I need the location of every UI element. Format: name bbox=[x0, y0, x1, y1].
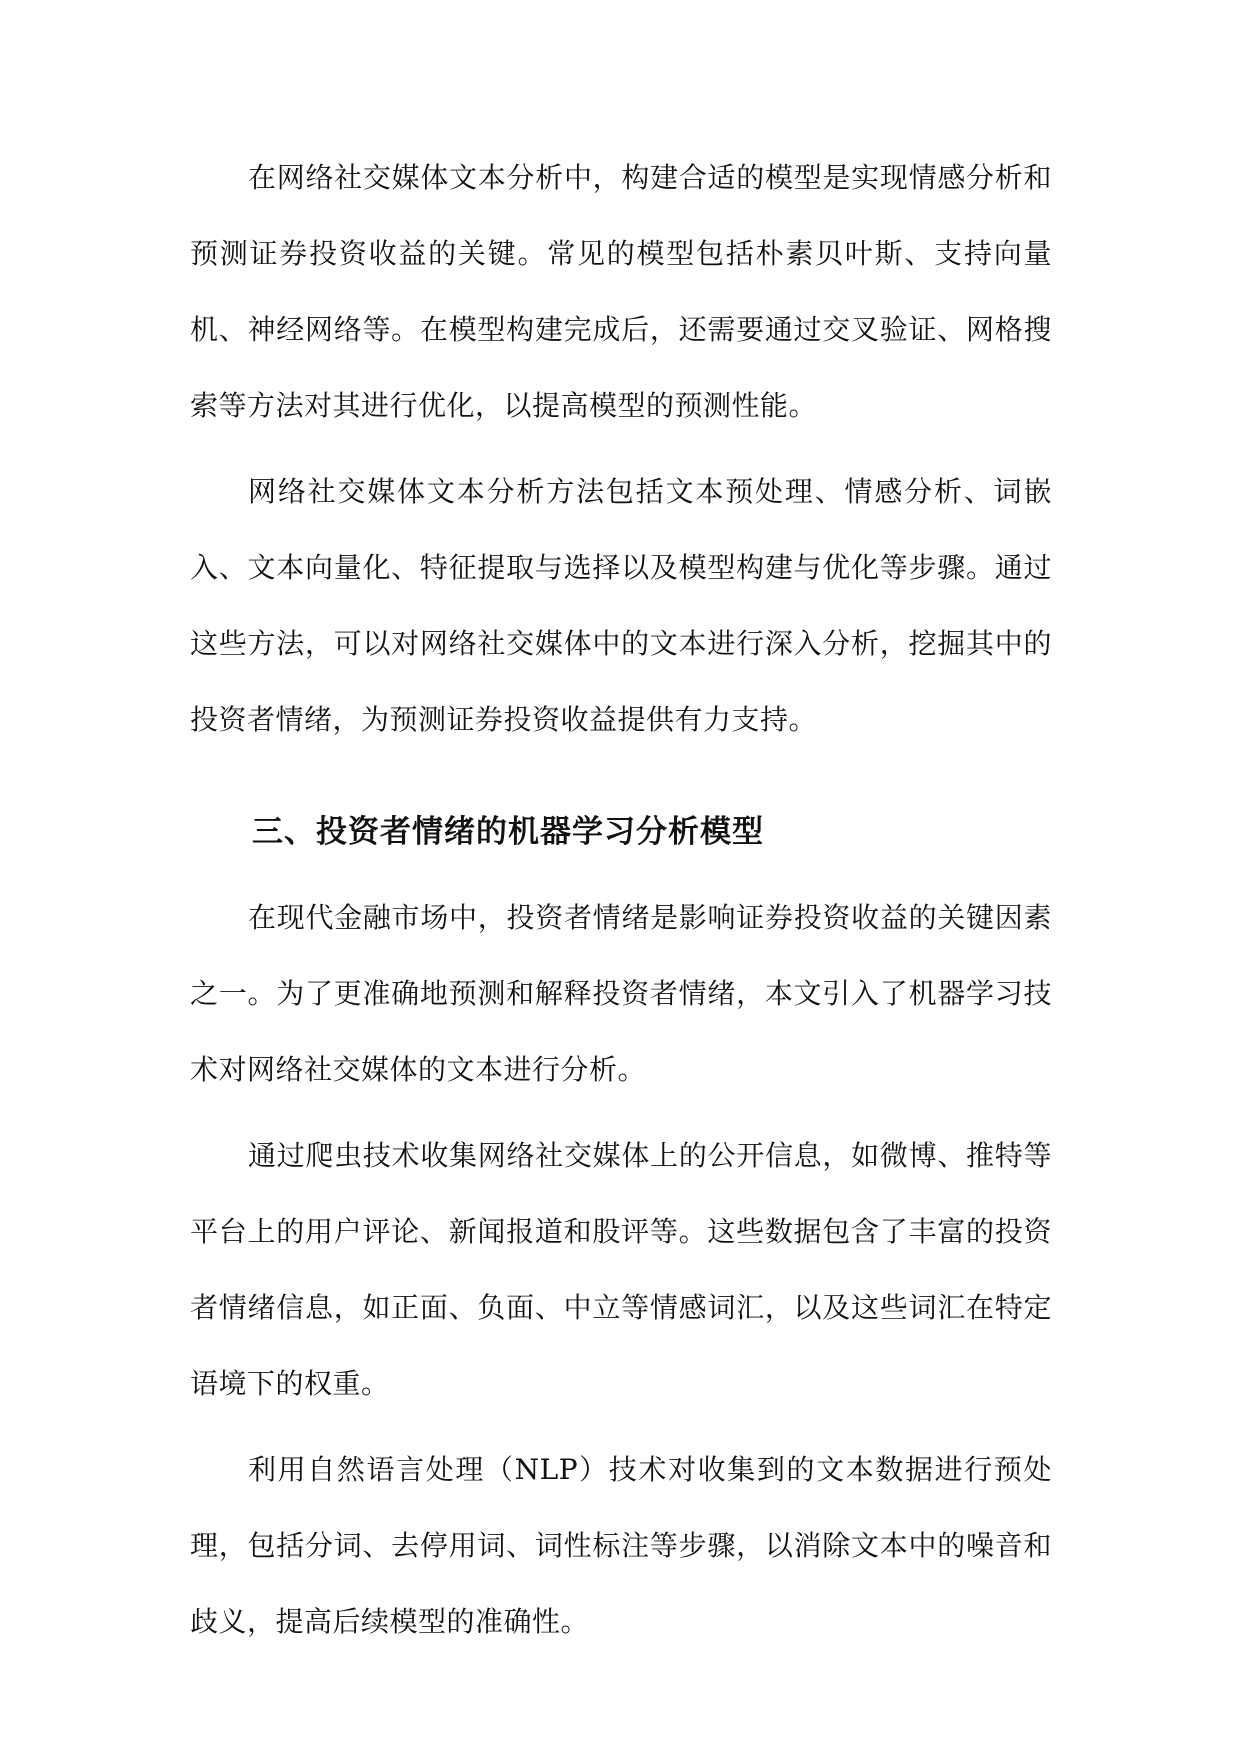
document-page bbox=[190, 140, 1052, 1670]
paragraph-data-collection: 通过爬虫技术收集网络社交媒体上的公开信息，如微博、推特等平台上的用户评论、新闻报道和股评等。这些数据包含了丰富的投资者情绪信息，如正面、负面、中立等情感词汇，以及这些词汇在特定语境下的权重。 bbox=[190, 1139, 1052, 1400]
section-heading: 三、投资者情绪的机器学习分析模型 bbox=[252, 814, 764, 850]
paragraph-model-building: 在网络社交媒体文本分析中，构建合适的模型是实现情感分析和预测证券投资收益的关键。常见的模型包括朴素贝叶斯、支持向量机、神经网络等。在模型构建完成后，还需要通过交叉验证、网格搜索等方法对其进行优化，以提高模型的预测性能。 bbox=[190, 161, 1052, 422]
paragraph-nlp-preprocessing: 利用自然语言处理（NLP）技术对收集到的文本数据进行预处理，包括分词、去停用词、词性标注等步骤，以消除文本中的噪音和歧义，提高后续模型的准确性。 bbox=[190, 1453, 1052, 1638]
paragraph-text-analysis-methods: 网络社交媒体文本分析方法包括文本预处理、情感分析、词嵌入、文本向量化、特征提取与选择以及模型构建与优化等步骤。通过这些方法，可以对网络社交媒体中的文本进行深入分析，挖掘其中的投资者情绪，为预测证券投资收益提供有力支持。 bbox=[190, 475, 1052, 736]
paragraph-investor-sentiment-intro: 在现代金融市场中，投资者情绪是影响证券投资收益的关键因素之一。为了更准确地预测和解释投资者情绪，本文引入了机器学习技术对网络社交媒体的文本进行分析。 bbox=[190, 901, 1052, 1086]
